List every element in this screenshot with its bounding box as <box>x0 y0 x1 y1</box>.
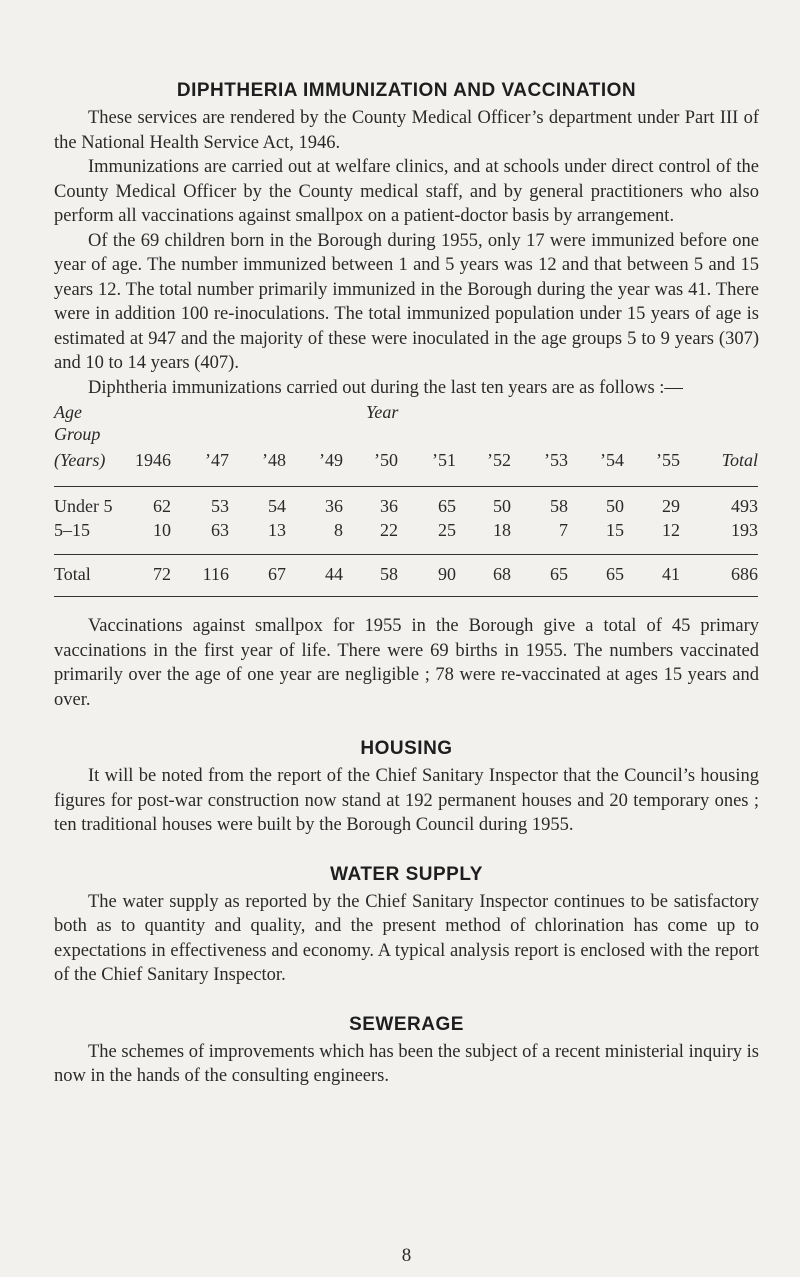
column-header: 1946 <box>135 450 171 470</box>
column-header: ’52 <box>487 450 511 470</box>
row-label: Under 5 <box>54 496 113 516</box>
table-cell: 65 <box>438 496 456 516</box>
table-cell: 58 <box>550 496 568 516</box>
table-cell-total: 193 <box>731 520 758 540</box>
years-header: (Years) <box>54 450 106 470</box>
table-rule <box>54 596 758 597</box>
row-label: Total <box>54 564 91 584</box>
column-header-total: Total <box>721 450 758 470</box>
diphtheria-heading: DIPHTHERIA IMMUNIZATION AND VACCINATION <box>176 80 637 101</box>
table-cell: 58 <box>380 564 398 584</box>
column-header: ’49 <box>319 450 343 470</box>
page-number: 8 <box>401 1245 412 1266</box>
table-cell: 18 <box>493 520 511 540</box>
group-header: Group <box>54 424 101 444</box>
diphtheria-paragraph-2: Immunizations are carried out at welfare clinics, and at schools under direct control of the County Medical Officer by the County medical staff, and by general practitioners who also perform all vaccinations against smallpox on a patient-doctor basis by arrangement. <box>54 157 759 226</box>
table-cell: 50 <box>493 496 511 516</box>
table-cell: 12 <box>662 520 680 540</box>
table-cell: 22 <box>380 520 398 540</box>
sewerage-paragraph: The schemes of improvements which has been the subject of a recent ministerial inquiry is now in the hands of the consulting engineers. <box>54 1041 759 1086</box>
table-cell: 90 <box>438 564 456 584</box>
table-cell: 65 <box>606 564 624 584</box>
column-header: ’55 <box>656 450 680 470</box>
table-cell: 63 <box>211 520 229 540</box>
immunization-table <box>54 402 759 642</box>
diphtheria-paragraph-4: Diphtheria immunizations carried out during the last ten years are as follows :— <box>88 377 683 398</box>
table-cell: 25 <box>438 520 456 540</box>
table-cell: 36 <box>325 496 343 516</box>
column-header: ’48 <box>262 450 286 470</box>
table-cell: 8 <box>334 520 343 540</box>
table-cell: 67 <box>268 564 286 584</box>
column-header: ’54 <box>600 450 624 470</box>
sewerage-heading: SEWERAGE <box>349 1013 464 1035</box>
column-header: ’50 <box>374 450 398 470</box>
table-cell-total: 686 <box>731 564 758 584</box>
table-cell: 116 <box>202 564 229 584</box>
table-cell: 29 <box>662 496 680 516</box>
table-cell-total: 493 <box>731 496 758 516</box>
table-cell: 65 <box>550 564 568 584</box>
housing-paragraph: It will be noted from the report of the Chief Sanitary Inspector that the Council’s housing figures for post-war construction now stand at 192 permanent houses and 20 temporary ones ; ten traditional houses were built by the Borough Council during 1955. <box>54 766 759 835</box>
column-header: ’51 <box>432 450 456 470</box>
document-page <box>54 80 759 1266</box>
housing-heading: HOUSING <box>360 738 453 759</box>
water-supply-heading: WATER SUPPLY <box>330 863 483 885</box>
row-label: 5–15 <box>54 520 90 540</box>
column-header: ’53 <box>544 450 568 470</box>
column-header: ’47 <box>205 450 229 470</box>
diphtheria-paragraph-1: These services are rendered by the County Medical Officer’s department under Part III of the National Health Service Act, 1946. <box>54 108 759 153</box>
table-rule <box>54 554 758 555</box>
table-cell: 13 <box>268 520 286 540</box>
table-rule <box>54 486 758 487</box>
vaccination-paragraph: Vaccinations against smallpox for 1955 in the Borough give a total of 45 primary vaccinations in the first year of life. There were 69 births in 1955. The numbers vaccinated primarily over the age of one year are negligible ; 78 were re-vaccinated at ages 15 years and over. <box>54 616 759 710</box>
table-cell: 72 <box>153 564 171 584</box>
table-cell: 68 <box>493 564 511 584</box>
table-cell: 36 <box>380 496 398 516</box>
table-cell: 10 <box>153 520 171 540</box>
table-cell: 54 <box>268 496 286 516</box>
table-cell: 53 <box>211 496 229 516</box>
table-cell: 7 <box>559 520 568 540</box>
table-cell: 62 <box>153 496 171 516</box>
diphtheria-paragraph-3: Of the 69 children born in the Borough during 1955, only 17 were immunized before one year of age. The number immunized between 1 and 5 years was 12 and that between 5 and 15 years 12. The total number primarily immunized in the Borough during the year was 41. There were in addition 100 re-inoculations. The total immunized population under 15 years of age is estimated at 947 and the majority of these were inoculated in the age groups 5 to 9 years (307) and 10 to 14 years (407). <box>54 230 759 373</box>
year-header: Year <box>366 402 399 422</box>
age-header: Age <box>54 402 82 422</box>
water-supply-paragraph: The water supply as reported by the Chief Sanitary Inspector continues to be satisfactory both as to quantity and quality, and the present method of chlorination has come up to expectations in effectiveness and economy. A typical analysis report is enclosed with the report of the Chief Sanitary Inspector. <box>54 891 759 985</box>
table-cell: 41 <box>662 564 680 584</box>
table-cell: 15 <box>606 520 624 540</box>
table-cell: 44 <box>325 564 343 584</box>
table-cell: 50 <box>606 496 624 516</box>
